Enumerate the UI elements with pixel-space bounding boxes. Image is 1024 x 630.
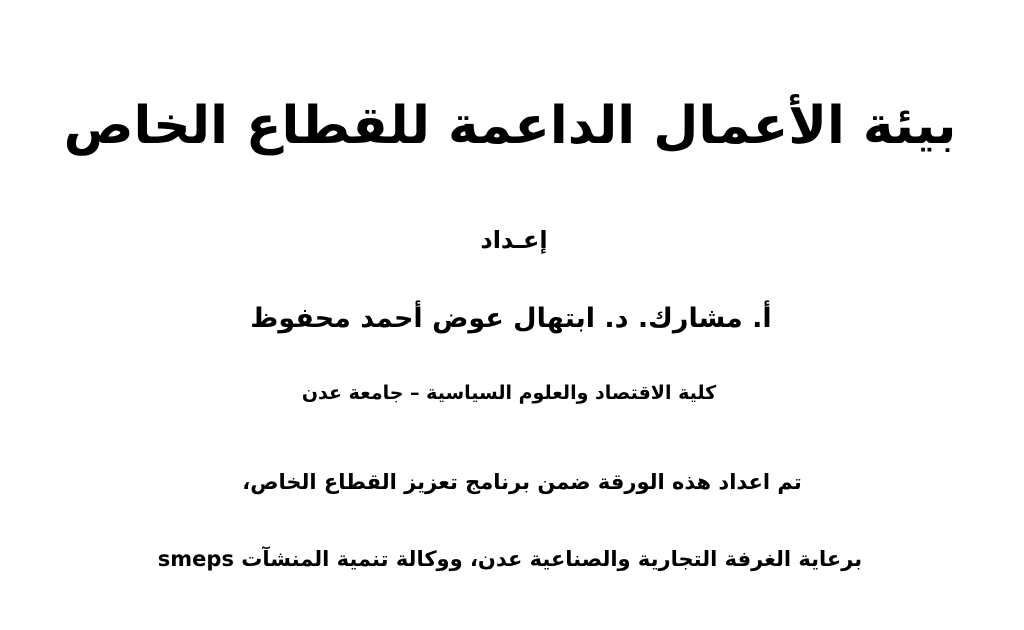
sponsorship-note-line-1: تم اعداد هذه الورقة ضمن برنامج تعزيز القطاع الخاص، [242,470,802,494]
author-affiliation: كلية الاقتصاد والعلوم السياسية – جامعة عدن [301,382,717,404]
prepared-by-label: إعـداد [480,226,548,254]
document-title: بيئة الأعمال الداعمة للقطاع الخاص [63,96,957,156]
author-name: أ. مشارك. د. ابتهال عوض أحمد محفوظ [250,303,772,334]
sponsorship-note-line-2: برعاية الغرفة التجارية والصناعية عدن، ووكالة تنمية المنشآت smeps [157,547,863,571]
